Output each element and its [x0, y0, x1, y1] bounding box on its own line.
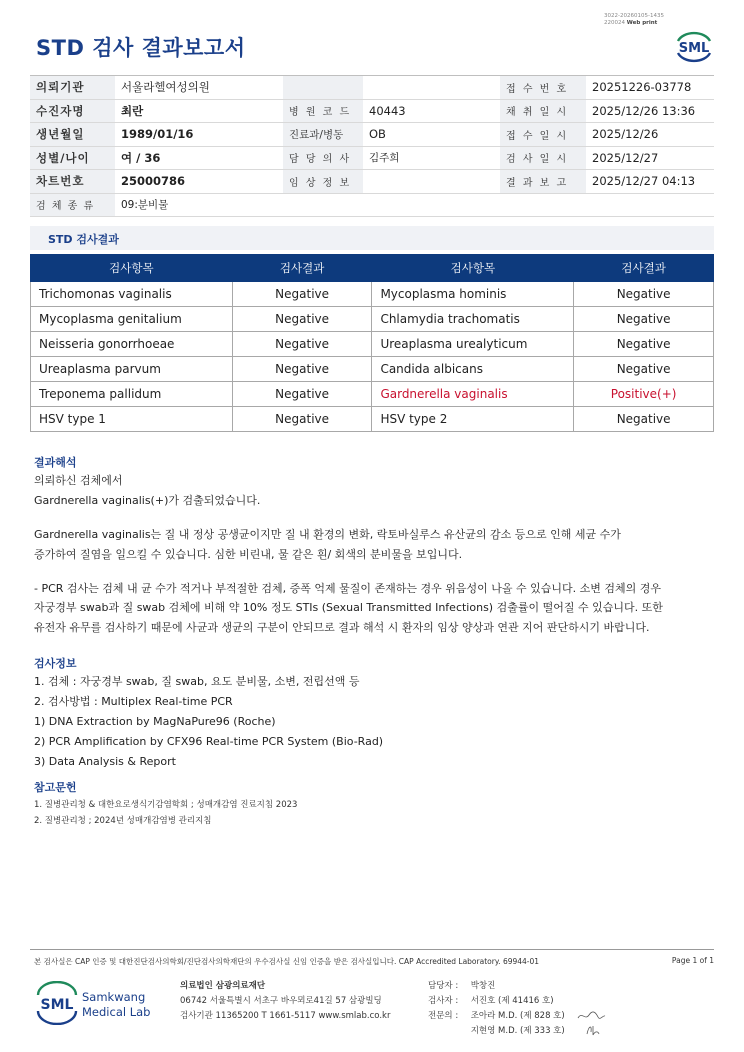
sml-logo-text: SML — [678, 41, 710, 56]
value-doctor: 김주희 — [363, 146, 500, 170]
interpretation-title: 결과해석 — [34, 456, 77, 469]
test-result: Negative — [574, 357, 714, 382]
std-section-header — [30, 226, 714, 250]
staff-role: 전문의 : — [428, 1011, 459, 1021]
staff-info — [428, 979, 565, 1039]
staff-row — [428, 1024, 565, 1039]
test-item: Mycoplasma hominis — [372, 282, 574, 307]
test-info-line: 1) DNA Extraction by MagNaPure96 (Roche) — [34, 715, 276, 728]
value-hospital-code: 40443 — [363, 99, 500, 123]
test-item: Ureaplasma urealyticum — [372, 332, 574, 357]
value-empty — [363, 76, 500, 100]
test-result: Negative — [232, 332, 372, 357]
info-row — [30, 76, 714, 100]
col-header-item-1: 검사항목 — [31, 255, 233, 282]
col-header-result-2: 검사결과 — [574, 255, 714, 282]
sml-logo — [674, 28, 714, 64]
staff-row — [428, 979, 565, 994]
test-item: HSV type 1 — [31, 407, 233, 432]
label-receipt-date: 접 수 일 시 — [500, 123, 586, 147]
test-result: Negative — [232, 407, 372, 432]
test-item: Neisseria gonorrhoeae — [31, 332, 233, 357]
value-result-report: 2025/12/27 04:13 — [586, 170, 714, 194]
value-specimen-type: 09:분비물 — [115, 193, 714, 217]
col-header-item-2: 검사항목 — [372, 255, 574, 282]
info-row — [30, 99, 714, 123]
value-clinical-info — [363, 170, 500, 194]
test-result: Negative — [232, 307, 372, 332]
org-address: 06742 서울특별시 서초구 바우뫼로41길 57 삼광빌딩 — [180, 996, 382, 1006]
value-chart-no: 25000786 — [115, 170, 283, 194]
test-result-positive: Positive(+) — [574, 382, 714, 407]
print-meta-type: Web print — [626, 20, 658, 26]
test-item-positive: Gardnerella vaginalis — [372, 382, 574, 407]
staff-name: 박창진 — [470, 981, 496, 991]
test-result: Negative — [574, 282, 714, 307]
label-requesting-org: 의뢰기관 — [30, 76, 115, 100]
references-title: 참고문헌 — [34, 781, 77, 794]
label-birth-date: 생년월일 — [30, 123, 115, 147]
test-item: Chlamydia trachomatis — [372, 307, 574, 332]
interpretation-paragraph-2b: 자궁경부 swab과 질 swab 검체에 비해 약 10% 정도 STIs (Sexual Transmitted Infections) 검출률이 떨어질 수 있습니다. 또한 — [34, 601, 663, 614]
info-row — [30, 123, 714, 147]
interpretation-paragraph-1a: Gardnerella vaginalis는 질 내 정상 공생균이지만 질 내 환경의 변화, 락토바실루스 유산균의 감소 등으로 인해 세균 수가 — [34, 528, 621, 541]
value-test-date: 2025/12/27 — [586, 146, 714, 170]
test-result: Negative — [232, 382, 372, 407]
results-table — [30, 254, 714, 432]
interpretation-paragraph-2c: 유전자 유무를 검사하기 때문에 사균과 생균의 구분이 안되므로 결과 해석 시 환자의 임상 양상과 연관 지어 판단하시기 바랍니다. — [34, 621, 650, 634]
print-meta — [604, 13, 664, 27]
test-item: Treponema pallidum — [31, 382, 233, 407]
org-contact: 검사기관 11365200 T 1661-5117 www.smlab.co.kr — [180, 1011, 391, 1021]
test-result: Negative — [574, 332, 714, 357]
test-info-line: 2) PCR Amplification by CFX96 Real-time PCR System (Bio-Rad) — [34, 735, 384, 748]
patient-info-table — [30, 75, 714, 217]
label-hospital-code: 병 원 코 드 — [283, 99, 363, 123]
label-receipt-no: 접 수 번 호 — [500, 76, 586, 100]
test-info-line: 2. 검사방법 : Multiplex Real-time PCR — [34, 695, 233, 708]
label-patient-name: 수진자명 — [30, 99, 115, 123]
test-result: Negative — [574, 407, 714, 432]
test-result: Negative — [232, 357, 372, 382]
interpretation-paragraph-2a: - PCR 검사는 검체 내 균 수가 적거나 부적절한 검체, 증폭 억제 물질이 존재하는 경우 위음성이 나올 수 있습니다. 소변 검체의 경우 — [34, 582, 662, 595]
info-row — [30, 146, 714, 170]
label-clinical-info: 임 상 정 보 — [283, 170, 363, 194]
test-info-title: 검사정보 — [34, 657, 77, 670]
test-item: HSV type 2 — [372, 407, 574, 432]
brand-name-line1: Samkwang — [82, 990, 146, 1004]
test-item: Candida albicans — [372, 357, 574, 382]
reference-line: 1. 질병관리청 & 대한요로생식기감염학회 ; 성매개감염 진료지침 2023 — [34, 800, 298, 810]
label-specimen-type: 검 체 종 류 — [30, 193, 115, 217]
test-info-line: 1. 검체 : 자궁경부 swab, 질 swab, 요도 분비물, 소변, 전립선액 등 — [34, 675, 360, 688]
label-doctor: 담 당 의 사 — [283, 146, 363, 170]
staff-row — [428, 994, 565, 1009]
info-row — [30, 170, 714, 194]
brand-name-line2: Medical Lab — [82, 1005, 151, 1019]
results-header-row — [31, 255, 714, 282]
table-row — [31, 282, 714, 307]
value-patient-name: 최란 — [115, 99, 283, 123]
label-department: 진료과/병동 — [283, 123, 363, 147]
table-row — [31, 382, 714, 407]
staff-role: 검사자 : — [428, 996, 459, 1006]
org-name: 의료법인 삼광의료재단 — [180, 981, 266, 991]
org-info — [180, 979, 390, 1024]
footer-logo — [36, 981, 164, 1029]
page-number: Page 1 of 1 — [671, 956, 714, 965]
interpretation-line-2: Gardnerella vaginalis(+)가 검출되었습니다. — [34, 494, 261, 507]
interpretation-paragraph-1b: 증가하여 질염을 일으킬 수 있습니다. 심한 비린내, 물 같은 흰/ 회색의 분비물을 보입니다. — [34, 548, 463, 561]
value-department: OB — [363, 123, 500, 147]
value-sex-age: 여 / 36 — [115, 146, 283, 170]
signature-2 — [584, 1022, 604, 1042]
table-row — [31, 407, 714, 432]
print-meta-line1: 3022-20260105-1435 — [604, 13, 664, 19]
std-section-title: STD 검사결과 — [48, 233, 119, 246]
test-item: Ureaplasma parvum — [31, 357, 233, 382]
staff-role: 담당자 : — [428, 981, 459, 991]
label-result-report: 결 과 보 고 — [500, 170, 586, 194]
value-requesting-org: 서울라헬여성의원 — [115, 76, 283, 100]
label-sex-age: 성별/나이 — [30, 146, 115, 170]
staff-name: 지현영 M.D. (제 333 호) — [470, 1026, 565, 1036]
test-item: Trichomonas vaginalis — [31, 282, 233, 307]
test-item: Mycoplasma genitalium — [31, 307, 233, 332]
label-collection-time: 채 취 일 시 — [500, 99, 586, 123]
label-test-date: 검 사 일 시 — [500, 146, 586, 170]
test-result: Negative — [232, 282, 372, 307]
print-meta-code: 220024 — [604, 20, 625, 26]
label-empty — [283, 76, 363, 100]
staff-row — [428, 1009, 565, 1024]
label-chart-no: 차트번호 — [30, 170, 115, 194]
interpretation-line-1: 의뢰하신 검체에서 — [34, 474, 123, 487]
accreditation-note: 본 검사실은 CAP 인증 및 대한진단검사의학회/진단검사의학재단의 우수검사실 신임 인증을 받은 검사실입니다. CAP Accredited Laboratory. 69944-01 — [34, 957, 540, 966]
table-row — [31, 357, 714, 382]
footer-divider — [30, 949, 714, 950]
staff-name: 조아라 M.D. (제 828 호) — [470, 1011, 565, 1021]
value-receipt-date: 2025/12/26 — [586, 123, 714, 147]
table-row — [31, 307, 714, 332]
report-title: STD 검사 결과보고서 — [36, 36, 246, 60]
value-birth-date: 1989/01/16 — [115, 123, 283, 147]
value-receipt-no: 20251226-03778 — [586, 76, 714, 100]
staff-name: 서진호 (제 41416 호) — [470, 996, 554, 1006]
footer-logo-text: SML — [40, 997, 74, 1013]
value-collection-time: 2025/12/26 13:36 — [586, 99, 714, 123]
test-result: Negative — [574, 307, 714, 332]
test-info-line: 3) Data Analysis & Report — [34, 755, 176, 768]
col-header-result-1: 검사결과 — [232, 255, 372, 282]
reference-line: 2. 질병관리청 ; 2024년 성매개감염병 관리지침 — [34, 816, 212, 826]
info-row — [30, 193, 714, 217]
table-row — [31, 332, 714, 357]
